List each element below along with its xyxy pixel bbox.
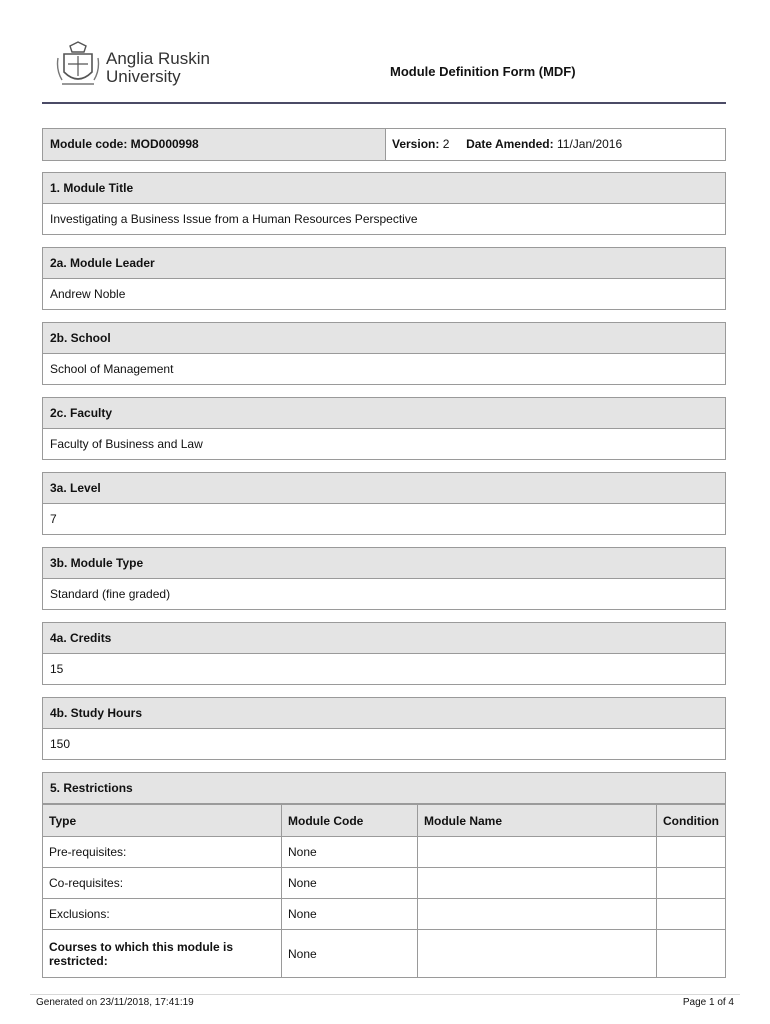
university-logo	[56, 40, 216, 90]
section-value: Andrew Noble	[43, 279, 725, 309]
date-amended-value: 11/Jan/2016	[556, 137, 623, 151]
restriction-condition	[657, 868, 726, 899]
restriction-condition	[657, 930, 726, 978]
restriction-code: None	[282, 899, 418, 930]
section-module-title	[42, 172, 726, 235]
section-value: Investigating a Business Issue from a Human Resources Perspective	[43, 204, 725, 234]
section-heading: 3b. Module Type	[43, 548, 725, 579]
restriction-name	[418, 868, 657, 899]
restriction-name	[418, 899, 657, 930]
footer-divider	[30, 994, 740, 995]
section-school	[42, 322, 726, 385]
crest-icon	[56, 40, 100, 90]
column-header: Type	[43, 805, 282, 837]
section-heading: 4a. Credits	[43, 623, 725, 654]
logo-line2: University	[106, 67, 181, 86]
section-value: Standard (fine graded)	[43, 579, 725, 609]
restriction-type: Pre-requisites:	[43, 837, 282, 868]
section-heading: 2c. Faculty	[43, 398, 725, 429]
section-faculty	[42, 397, 726, 460]
module-summary	[42, 128, 726, 161]
section-module-leader	[42, 247, 726, 310]
section-value: 7	[43, 504, 725, 534]
section-heading: 1. Module Title	[43, 173, 725, 204]
page-title: Module Definition Form (MDF)	[390, 64, 576, 79]
section-level	[42, 472, 726, 535]
column-header: Module Name	[418, 805, 657, 837]
section-heading: 5. Restrictions	[43, 773, 725, 804]
section-heading: 2a. Module Leader	[43, 248, 725, 279]
restriction-code: None	[282, 930, 418, 978]
column-header: Condition	[657, 805, 726, 837]
table-row	[43, 868, 725, 899]
module-code: Module code: MOD000998	[43, 129, 386, 160]
logo-line1: Anglia Ruskin	[106, 49, 210, 68]
section-value: Faculty of Business and Law	[43, 429, 725, 459]
version-info	[386, 129, 725, 160]
section-heading: 4b. Study Hours	[43, 698, 725, 729]
table-row	[43, 899, 725, 930]
section-value: School of Management	[43, 354, 725, 384]
section-value: 15	[43, 654, 725, 684]
restriction-type: Exclusions:	[43, 899, 282, 930]
column-header: Module Code	[282, 805, 418, 837]
page-number: Page 1 of 4	[682, 997, 734, 1008]
table-row	[43, 930, 725, 978]
section-credits	[42, 622, 726, 685]
restriction-type: Courses to which this module is restricted:	[43, 930, 282, 978]
date-amended-label: Date Amended:	[466, 137, 554, 151]
section-restrictions	[42, 772, 726, 978]
restriction-type: Co-requisites:	[43, 868, 282, 899]
header-divider	[42, 102, 726, 104]
section-module-type	[42, 547, 726, 610]
generated-timestamp: Generated on 23/11/2018, 17:41:19	[36, 997, 194, 1008]
restriction-condition	[657, 899, 726, 930]
version-value: 2	[442, 137, 450, 151]
section-heading: 2b. School	[43, 323, 725, 354]
section-value: 150	[43, 729, 725, 759]
restrictions-table	[43, 804, 725, 977]
table-row	[43, 837, 725, 868]
restriction-condition	[657, 837, 726, 868]
section-heading: 3a. Level	[43, 473, 725, 504]
restriction-code: None	[282, 868, 418, 899]
version-label: Version:	[392, 137, 440, 151]
restriction-code: None	[282, 837, 418, 868]
restriction-name	[418, 930, 657, 978]
table-header-row	[43, 805, 725, 837]
restriction-name	[418, 837, 657, 868]
section-study-hours	[42, 697, 726, 760]
